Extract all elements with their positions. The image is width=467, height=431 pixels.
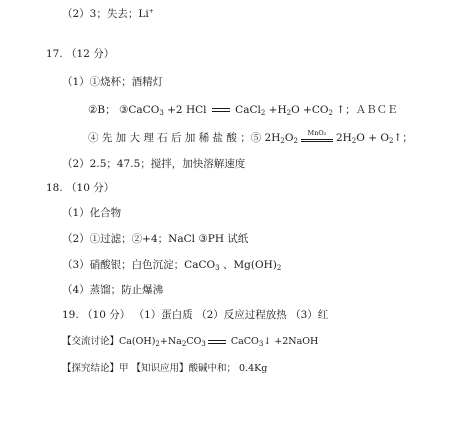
line-text: CO	[186, 336, 202, 347]
line-text: O	[284, 132, 294, 144]
subscript: 2	[328, 109, 333, 117]
line-text: CaCO	[227, 336, 259, 347]
heading-text: 18. （10 分）	[46, 182, 115, 194]
superscript: +	[148, 8, 154, 15]
line-text: （3）硝酸银；白色沉淀；CaCO	[62, 259, 216, 271]
heading-text: 17. （12 分）	[46, 48, 115, 60]
bar	[301, 141, 333, 142]
line-text: 2H	[335, 132, 352, 144]
catalyst-label: MnO₂	[307, 129, 327, 137]
line-q17-2	[62, 157, 245, 171]
subscript: 3	[258, 340, 264, 348]
line-q19-exchange	[62, 335, 318, 351]
equals-sign	[212, 105, 230, 115]
line-text: ④ 先 加 大 理 石 后 加 稀 盐 酸 ；⑤ 2H	[88, 132, 281, 144]
line-text: 、Mg(OH)	[219, 259, 277, 271]
line-text: O + O	[356, 132, 389, 144]
subscript: 2	[260, 109, 266, 117]
line-q18-3	[62, 258, 281, 275]
line-q18-2	[62, 232, 248, 246]
bar	[301, 139, 333, 140]
subscript: 2	[351, 137, 357, 145]
subscript: 3	[159, 109, 164, 117]
subscript: 2	[155, 340, 160, 348]
subscript: 2	[293, 137, 298, 145]
question-18-heading	[46, 181, 114, 195]
line-text: ↑；ＡＢＣＥ	[332, 104, 398, 116]
subscript: 2	[280, 137, 285, 145]
line-text: （1）化合物	[62, 207, 122, 219]
line-q18-4	[62, 283, 163, 297]
subscript: 2	[286, 109, 292, 117]
line-text: 【探究结论】甲 【知识应用】酸碱中和； 0.4Kg	[62, 363, 268, 374]
line-q17-1a	[62, 75, 163, 89]
catalyst-arrow	[301, 131, 333, 145]
subscript: 3	[215, 264, 220, 272]
subscript: 2	[276, 264, 282, 272]
subscript: 2	[181, 340, 187, 348]
line-q19	[62, 308, 328, 322]
line-q19-conclusion	[62, 362, 267, 376]
line-text: ②B； ③CaCO	[88, 104, 160, 116]
equals-sign	[208, 337, 226, 347]
line-text: +H	[265, 104, 287, 116]
line-text: +2 HCl	[163, 104, 210, 116]
subscript: 3	[201, 340, 206, 348]
line-q16-2	[62, 5, 154, 21]
line-text: （1）①烧杯；酒精灯	[62, 76, 164, 88]
line-text: ↑；	[393, 132, 413, 144]
line-text: +Na	[159, 336, 182, 347]
line-q17-1c	[88, 131, 413, 148]
line-text: 【交流讨论】Ca(OH)	[62, 336, 156, 347]
line-text: O +CO	[291, 104, 329, 116]
line-text: （4）蒸馏；防止爆沸	[62, 284, 164, 296]
line-text: ↓ +2NaOH	[263, 336, 319, 347]
line-text: （2）①过滤；②+4；NaCl ③PH 试纸	[62, 233, 249, 245]
question-17-heading	[46, 47, 114, 61]
line-q17-1b	[88, 103, 398, 120]
line-text: （2）3；失去；Li	[62, 8, 149, 20]
subscript: 2	[388, 137, 394, 145]
line-q18-1	[62, 206, 121, 220]
line-text: （2）2.5；47.5；搅拌，加快溶解速度	[62, 158, 246, 170]
line-text: CaCl	[231, 104, 261, 116]
line-text: 19. （10 分） （1）蛋白质 （2）反应过程放热 （3）红	[62, 309, 329, 321]
